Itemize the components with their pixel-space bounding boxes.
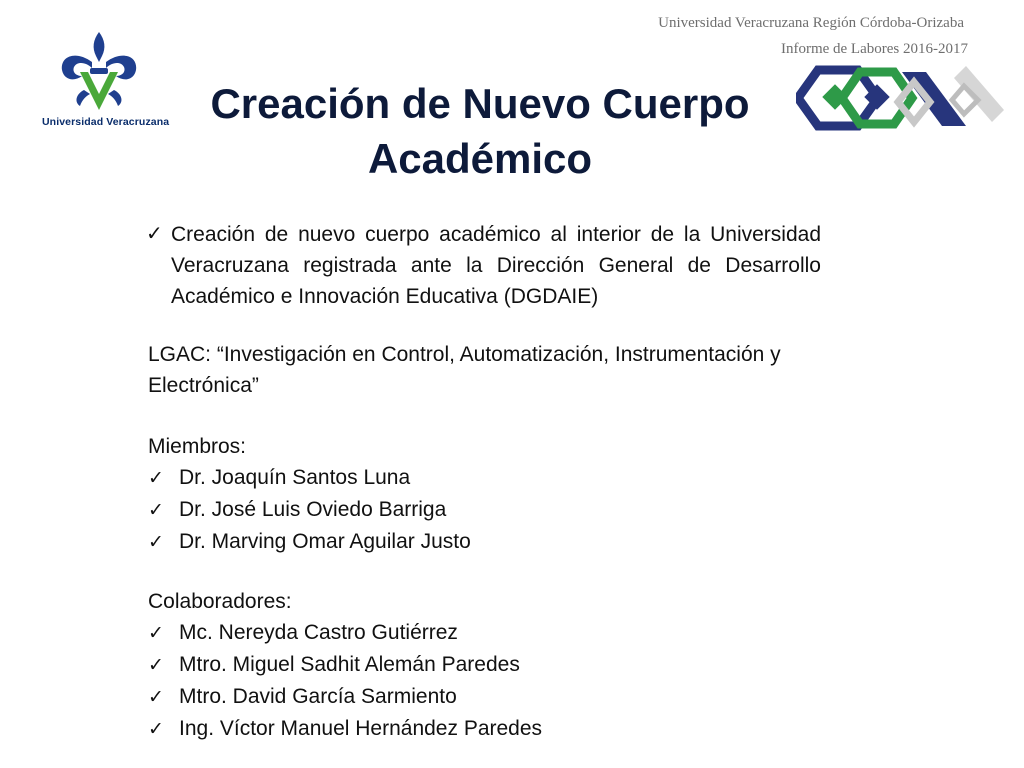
colaboradores-label: Colaboradores: bbox=[148, 590, 292, 613]
list-item bbox=[148, 649, 542, 681]
check-icon: ✓ bbox=[148, 719, 164, 740]
slide-title bbox=[170, 76, 790, 186]
collaborator-name: Ing. Víctor Manuel Hernández Paredes bbox=[179, 717, 543, 740]
list-item bbox=[148, 526, 471, 558]
uv-logo-caption: Universidad Veracruzana bbox=[42, 116, 170, 128]
miembros-label: Miembros: bbox=[148, 435, 247, 458]
list-item bbox=[148, 681, 542, 713]
intro-text: Creación de nuevo cuerpo académico al interior de la Universidad Veracruzana registrada ante la Dirección General de Desarrollo Académico e Innovación Educativa (DGDAIE) bbox=[171, 223, 821, 308]
check-icon: ✓ bbox=[148, 500, 164, 521]
list-item bbox=[148, 713, 542, 745]
header-report: Informe de Labores 2016-2017 bbox=[780, 41, 968, 57]
title-line-2: Académico bbox=[367, 135, 593, 182]
header-institution: Universidad Veracruzana Región Córdoba-Orizaba bbox=[658, 15, 964, 31]
member-name: Dr. José Luis Oviedo Barriga bbox=[179, 498, 447, 521]
check-icon: ✓ bbox=[148, 687, 164, 708]
list-item bbox=[148, 494, 471, 526]
collaborator-name: Mtro. David García Sarmiento bbox=[179, 685, 457, 708]
list-item bbox=[148, 462, 471, 494]
check-icon: ✓ bbox=[148, 655, 164, 676]
member-name: Dr. Joaquín Santos Luna bbox=[179, 466, 411, 489]
title-line-1: Creación de Nuevo Cuerpo bbox=[210, 80, 750, 127]
check-icon: ✓ bbox=[148, 623, 164, 644]
collaborator-name: Mtro. Miguel Sadhit Alemán Paredes bbox=[179, 653, 520, 676]
lgac-text: LGAC: “Investigación en Control, Automatización, Instrumentación y Electrónica” bbox=[148, 343, 781, 397]
check-icon: ✓ bbox=[148, 468, 164, 489]
miembros-list bbox=[148, 462, 471, 558]
check-icon: ✓ bbox=[146, 223, 163, 245]
member-name: Dr. Marving Omar Aguilar Justo bbox=[179, 530, 471, 553]
list-item bbox=[148, 617, 542, 649]
collaborator-name: Mc. Nereyda Castro Gutiérrez bbox=[179, 621, 458, 644]
check-icon: ✓ bbox=[148, 532, 164, 553]
anniversary-logo bbox=[796, 62, 1008, 136]
colaboradores-list bbox=[148, 617, 542, 745]
